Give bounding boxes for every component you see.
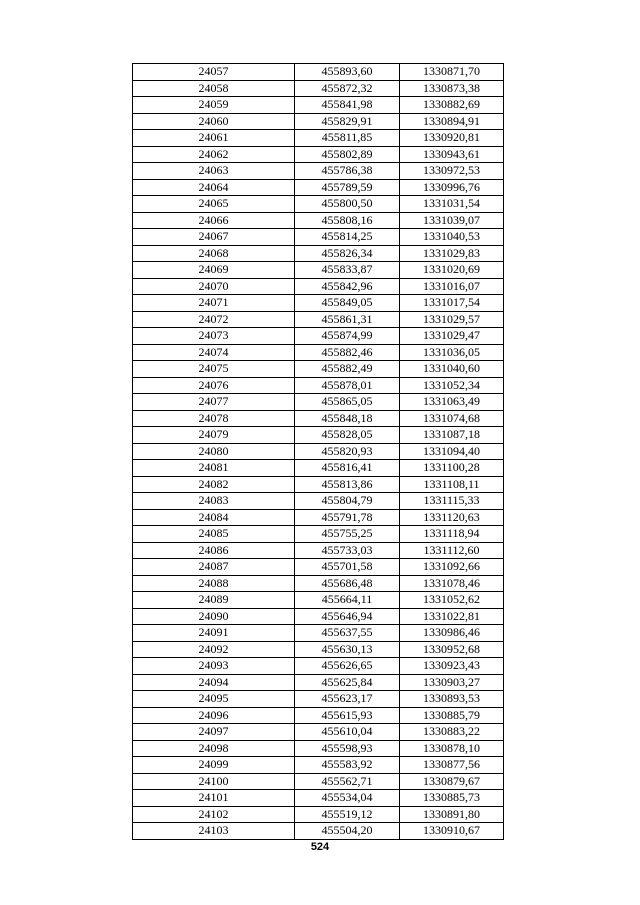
y-coordinate-cell: 1330996,76 (400, 179, 504, 196)
x-coordinate-cell: 455534,04 (295, 790, 400, 807)
table-row (133, 823, 504, 840)
table-row (133, 559, 504, 576)
y-coordinate-cell: 1331017,54 (400, 295, 504, 312)
y-coordinate-cell: 1331029,57 (400, 311, 504, 328)
table-row (133, 146, 504, 163)
y-coordinate-cell: 1330877,56 (400, 757, 504, 774)
coordinates-table-body (133, 64, 504, 840)
y-coordinate-cell: 1331063,49 (400, 394, 504, 411)
table-row (133, 427, 504, 444)
x-coordinate-cell: 455826,34 (295, 245, 400, 262)
x-coordinate-cell: 455686,48 (295, 575, 400, 592)
x-coordinate-cell: 455583,92 (295, 757, 400, 774)
x-coordinate-cell: 455755,25 (295, 526, 400, 543)
point-id-cell: 24057 (133, 64, 295, 81)
point-id-cell: 24091 (133, 625, 295, 642)
y-coordinate-cell: 1330873,38 (400, 80, 504, 97)
x-coordinate-cell: 455664,11 (295, 592, 400, 609)
y-coordinate-cell: 1331016,07 (400, 278, 504, 295)
point-id-cell: 24101 (133, 790, 295, 807)
x-coordinate-cell: 455833,87 (295, 262, 400, 279)
point-id-cell: 24072 (133, 311, 295, 328)
point-id-cell: 24088 (133, 575, 295, 592)
x-coordinate-cell: 455865,05 (295, 394, 400, 411)
point-id-cell: 24059 (133, 97, 295, 114)
table-row (133, 179, 504, 196)
point-id-cell: 24079 (133, 427, 295, 444)
y-coordinate-cell: 1330871,70 (400, 64, 504, 81)
point-id-cell: 24067 (133, 229, 295, 246)
table-row (133, 377, 504, 394)
y-coordinate-cell: 1331120,63 (400, 509, 504, 526)
x-coordinate-cell: 455733,03 (295, 542, 400, 559)
x-coordinate-cell: 455811,85 (295, 130, 400, 147)
x-coordinate-cell: 455562,71 (295, 773, 400, 790)
table-row (133, 724, 504, 741)
point-id-cell: 24071 (133, 295, 295, 312)
point-id-cell: 24094 (133, 674, 295, 691)
point-id-cell: 24074 (133, 344, 295, 361)
x-coordinate-cell: 455786,38 (295, 163, 400, 180)
y-coordinate-cell: 1331078,46 (400, 575, 504, 592)
y-coordinate-cell: 1331087,18 (400, 427, 504, 444)
x-coordinate-cell: 455820,93 (295, 443, 400, 460)
table-row (133, 625, 504, 642)
table-row (133, 295, 504, 312)
point-id-cell: 24100 (133, 773, 295, 790)
point-id-cell: 24073 (133, 328, 295, 345)
x-coordinate-cell: 455504,20 (295, 823, 400, 840)
y-coordinate-cell: 1330891,80 (400, 806, 504, 823)
y-coordinate-cell: 1331052,34 (400, 377, 504, 394)
point-id-cell: 24095 (133, 691, 295, 708)
point-id-cell: 24081 (133, 460, 295, 477)
table-row (133, 790, 504, 807)
table-row (133, 542, 504, 559)
table-row (133, 245, 504, 262)
point-id-cell: 24103 (133, 823, 295, 840)
table-row (133, 361, 504, 378)
table-row (133, 658, 504, 675)
point-id-cell: 24084 (133, 509, 295, 526)
point-id-cell: 24069 (133, 262, 295, 279)
table-row (133, 460, 504, 477)
y-coordinate-cell: 1330923,43 (400, 658, 504, 675)
y-coordinate-cell: 1330972,53 (400, 163, 504, 180)
y-coordinate-cell: 1331118,94 (400, 526, 504, 543)
table-row (133, 130, 504, 147)
y-coordinate-cell: 1330882,69 (400, 97, 504, 114)
y-coordinate-cell: 1331029,47 (400, 328, 504, 345)
y-coordinate-cell: 1331031,54 (400, 196, 504, 213)
point-id-cell: 24058 (133, 80, 295, 97)
point-id-cell: 24093 (133, 658, 295, 675)
point-id-cell: 24065 (133, 196, 295, 213)
x-coordinate-cell: 455646,94 (295, 608, 400, 625)
table-row (133, 394, 504, 411)
y-coordinate-cell: 1330894,91 (400, 113, 504, 130)
y-coordinate-cell: 1330893,53 (400, 691, 504, 708)
x-coordinate-cell: 455829,91 (295, 113, 400, 130)
y-coordinate-cell: 1330883,22 (400, 724, 504, 741)
point-id-cell: 24070 (133, 278, 295, 295)
x-coordinate-cell: 455814,25 (295, 229, 400, 246)
x-coordinate-cell: 455615,93 (295, 707, 400, 724)
table-row (133, 674, 504, 691)
point-id-cell: 24077 (133, 394, 295, 411)
x-coordinate-cell: 455816,41 (295, 460, 400, 477)
y-coordinate-cell: 1330943,61 (400, 146, 504, 163)
y-coordinate-cell: 1331074,68 (400, 410, 504, 427)
point-id-cell: 24075 (133, 361, 295, 378)
x-coordinate-cell: 455789,59 (295, 179, 400, 196)
y-coordinate-cell: 1331040,53 (400, 229, 504, 246)
x-coordinate-cell: 455610,04 (295, 724, 400, 741)
y-coordinate-cell: 1331022,81 (400, 608, 504, 625)
point-id-cell: 24096 (133, 707, 295, 724)
x-coordinate-cell: 455623,17 (295, 691, 400, 708)
x-coordinate-cell: 455598,93 (295, 740, 400, 757)
point-id-cell: 24060 (133, 113, 295, 130)
y-coordinate-cell: 1331100,28 (400, 460, 504, 477)
coordinates-table (132, 63, 504, 840)
y-coordinate-cell: 1330952,68 (400, 641, 504, 658)
point-id-cell: 24097 (133, 724, 295, 741)
point-id-cell: 24090 (133, 608, 295, 625)
point-id-cell: 24068 (133, 245, 295, 262)
y-coordinate-cell: 1331020,69 (400, 262, 504, 279)
x-coordinate-cell: 455893,60 (295, 64, 400, 81)
point-id-cell: 24087 (133, 559, 295, 576)
table-row (133, 526, 504, 543)
y-coordinate-cell: 1330903,27 (400, 674, 504, 691)
table-row (133, 311, 504, 328)
point-id-cell: 24092 (133, 641, 295, 658)
point-id-cell: 24076 (133, 377, 295, 394)
x-coordinate-cell: 455872,32 (295, 80, 400, 97)
x-coordinate-cell: 455630,13 (295, 641, 400, 658)
table-row (133, 757, 504, 774)
point-id-cell: 24099 (133, 757, 295, 774)
y-coordinate-cell: 1331036,05 (400, 344, 504, 361)
table-row (133, 344, 504, 361)
x-coordinate-cell: 455701,58 (295, 559, 400, 576)
point-id-cell: 24078 (133, 410, 295, 427)
table-row (133, 163, 504, 180)
y-coordinate-cell: 1331092,66 (400, 559, 504, 576)
table-row (133, 575, 504, 592)
y-coordinate-cell: 1331115,33 (400, 493, 504, 510)
point-id-cell: 24062 (133, 146, 295, 163)
y-coordinate-cell: 1330920,81 (400, 130, 504, 147)
point-id-cell: 24089 (133, 592, 295, 609)
table-row (133, 196, 504, 213)
x-coordinate-cell: 455882,49 (295, 361, 400, 378)
x-coordinate-cell: 455848,18 (295, 410, 400, 427)
table-row (133, 278, 504, 295)
y-coordinate-cell: 1330879,67 (400, 773, 504, 790)
x-coordinate-cell: 455861,31 (295, 311, 400, 328)
point-id-cell: 24085 (133, 526, 295, 543)
y-coordinate-cell: 1331029,83 (400, 245, 504, 262)
y-coordinate-cell: 1331108,11 (400, 476, 504, 493)
x-coordinate-cell: 455874,99 (295, 328, 400, 345)
x-coordinate-cell: 455626,65 (295, 658, 400, 675)
point-id-cell: 24083 (133, 493, 295, 510)
x-coordinate-cell: 455802,89 (295, 146, 400, 163)
y-coordinate-cell: 1330885,73 (400, 790, 504, 807)
y-coordinate-cell: 1331112,60 (400, 542, 504, 559)
x-coordinate-cell: 455800,50 (295, 196, 400, 213)
page-number: 524 (310, 841, 330, 853)
point-id-cell: 24082 (133, 476, 295, 493)
table-row (133, 97, 504, 114)
x-coordinate-cell: 455882,46 (295, 344, 400, 361)
table-row (133, 608, 504, 625)
x-coordinate-cell: 455842,96 (295, 278, 400, 295)
table-row (133, 592, 504, 609)
x-coordinate-cell: 455841,98 (295, 97, 400, 114)
y-coordinate-cell: 1331052,62 (400, 592, 504, 609)
point-id-cell: 24098 (133, 740, 295, 757)
x-coordinate-cell: 455804,79 (295, 493, 400, 510)
y-coordinate-cell: 1330885,79 (400, 707, 504, 724)
x-coordinate-cell: 455808,16 (295, 212, 400, 229)
point-id-cell: 24066 (133, 212, 295, 229)
table-row (133, 262, 504, 279)
table-row (133, 443, 504, 460)
y-coordinate-cell: 1330878,10 (400, 740, 504, 757)
y-coordinate-cell: 1330986,46 (400, 625, 504, 642)
point-id-cell: 24061 (133, 130, 295, 147)
table-row (133, 476, 504, 493)
y-coordinate-cell: 1331094,40 (400, 443, 504, 460)
y-coordinate-cell: 1331039,07 (400, 212, 504, 229)
table-row (133, 740, 504, 757)
point-id-cell: 24063 (133, 163, 295, 180)
x-coordinate-cell: 455828,05 (295, 427, 400, 444)
table-row (133, 113, 504, 130)
x-coordinate-cell: 455637,55 (295, 625, 400, 642)
x-coordinate-cell: 455813,86 (295, 476, 400, 493)
x-coordinate-cell: 455791,78 (295, 509, 400, 526)
table-row (133, 806, 504, 823)
point-id-cell: 24102 (133, 806, 295, 823)
y-coordinate-cell: 1330910,67 (400, 823, 504, 840)
point-id-cell: 24086 (133, 542, 295, 559)
table-row (133, 641, 504, 658)
table-row (133, 212, 504, 229)
table-row (133, 64, 504, 81)
x-coordinate-cell: 455849,05 (295, 295, 400, 312)
y-coordinate-cell: 1331040,60 (400, 361, 504, 378)
table-row (133, 80, 504, 97)
point-id-cell: 24064 (133, 179, 295, 196)
table-row (133, 493, 504, 510)
table-row (133, 509, 504, 526)
x-coordinate-cell: 455878,01 (295, 377, 400, 394)
x-coordinate-cell: 455625,84 (295, 674, 400, 691)
table-row (133, 229, 504, 246)
table-row (133, 773, 504, 790)
table-row (133, 707, 504, 724)
table-row (133, 410, 504, 427)
point-id-cell: 24080 (133, 443, 295, 460)
table-row (133, 328, 504, 345)
x-coordinate-cell: 455519,12 (295, 806, 400, 823)
table-row (133, 691, 504, 708)
